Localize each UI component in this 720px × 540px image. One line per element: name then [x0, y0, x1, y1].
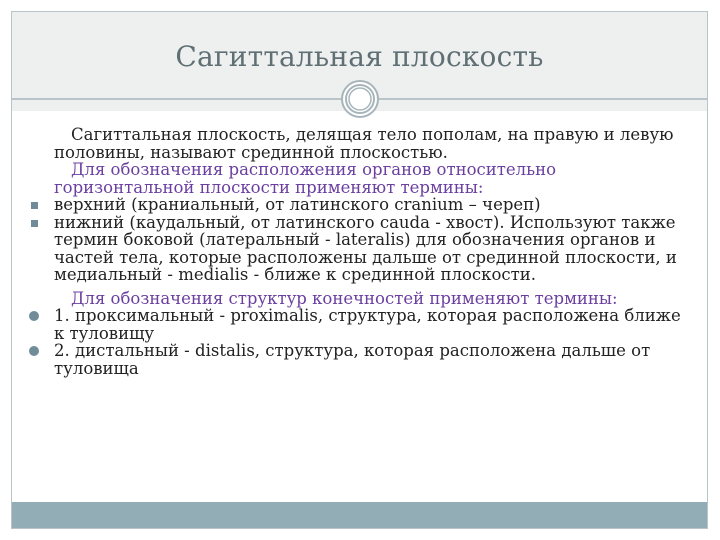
list-item-text: 1. проксимальный - proximalis, структура, которая расположена ближе к туловищу [54, 306, 681, 343]
list-item [40, 342, 692, 377]
intro-text: Сагиттальная плоскость, делящая тело пополам, на правую и левую половины, называют срединной плоскостью. [54, 125, 674, 162]
heading-horizontal-terms: Для обозначения расположения органов относительно горизонтальной плоскости применяют термины: [54, 160, 557, 197]
square-bullet-icon [31, 220, 38, 227]
bottom-accent-bar [12, 502, 707, 528]
heading-limb-terms: Для обозначения структур конечностей применяют термины: [71, 288, 618, 308]
list-item [40, 196, 692, 214]
round-bullet-icon [29, 346, 39, 356]
list-item-text: 2. дистальный - distalis, структура, которая расположена дальше от туловища [54, 341, 651, 378]
list-item [40, 214, 692, 284]
circle-ornament-icon [340, 79, 380, 119]
square-bullet-icon [31, 202, 38, 209]
list-item-text: верхний (краниальный, от латинского cranium – череп) [54, 195, 541, 214]
round-bullet-icon [29, 311, 39, 321]
slide-title: Сагиттальная плоскость [175, 40, 544, 73]
list-item [40, 307, 692, 342]
slide-content [40, 126, 692, 377]
list-item-text: нижний (каудальный, от латинского cauda - хвост). Используют также термин боковой (латеральный - lateralis) для обозначения органов и частей тела, которые расположены дальше от срединной плоскости, и медиальный - medialis - ближе к срединной плоскости. [54, 212, 677, 284]
